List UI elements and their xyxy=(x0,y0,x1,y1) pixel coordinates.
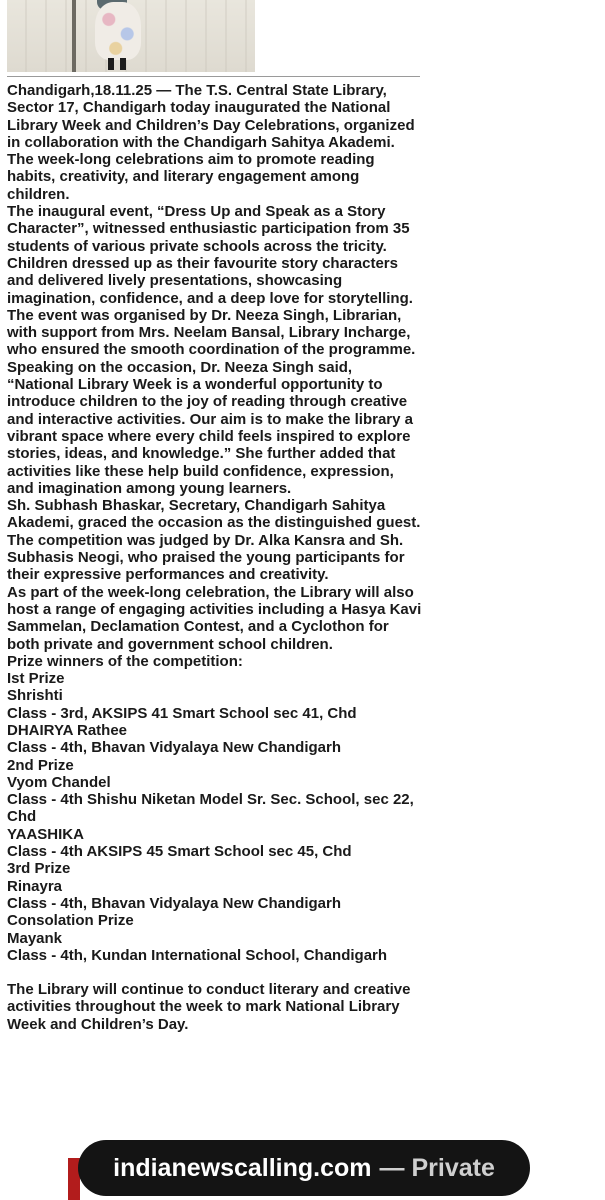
winner-name: DHAIRYA Rathee xyxy=(7,721,128,739)
prize-title: 3rd Prize xyxy=(7,860,71,878)
closing-paragraph: The Library will continue to conduct literary and creative activities throughout the week to mark National Library Week and Children’s Day. xyxy=(7,981,411,1033)
winner-name: YAASHIKA xyxy=(7,825,84,843)
prize-title: Ist Prize xyxy=(7,670,65,688)
article-paragraph: As part of the week-long celebration, the Library will also host a range of engaging activities including a Hasya Kavi Sammelan, Declamation Contest, and a Cyclothon for both private and government school children. xyxy=(7,583,422,653)
address-bar-domain[interactable]: indianewscalling.com xyxy=(113,1153,372,1182)
winners-heading: Prize winners of the competition: xyxy=(7,652,243,670)
spacer xyxy=(7,964,422,981)
winner-name: Rinayra xyxy=(7,877,63,895)
article-paragraph: The competition was judged by Dr. Alka Kansra and Sh. Subhasis Neogi, who praised the young participants for their expressive performances and creativity. xyxy=(7,531,405,584)
article-paragraph: Chandigarh,18.11.25 — The T.S. Central State Library, Sector 17, Chandigarh today inaugurated the National Library Week and Children’s Day Celebrations, organized in collaboration with the Chandigarh Sahitya Akademi. The week-long celebrations aim to promote reading habits, creativity, and literary engagement among children. xyxy=(7,82,415,203)
photo-child-leg xyxy=(108,58,114,70)
event-photo xyxy=(7,0,255,72)
photo-child-leg xyxy=(120,58,126,70)
photo-child-figure xyxy=(95,2,141,60)
prize-title: Consolation Prize xyxy=(7,912,134,930)
prize-title: 2nd Prize xyxy=(7,756,74,774)
article-paragraph: The event was organised by Dr. Neeza Singh, Librarian, with support from Mrs. Neelam Bansal, Library Incharge, who ensured the smooth coordination of the programme. xyxy=(7,306,416,359)
winner-name: Mayank xyxy=(7,929,63,947)
winner-class: Class - 4th, Bhavan Vidyalaya New Chandigarh xyxy=(7,739,341,757)
winner-name: Shrishti xyxy=(7,687,63,705)
article-body xyxy=(7,82,422,1033)
winner-name: Vyom Chandel xyxy=(7,773,111,791)
winner-class: Class - 3rd, AKSIPS 41 Smart School sec 41, Chd xyxy=(7,704,357,722)
photo-mic-stand xyxy=(72,0,76,72)
article-paragraph: The inaugural event, “Dress Up and Speak as a Story Character”, witnessed enthusiastic participation from 35 students of various private schools across the tricity. Children dressed up as their favourite story characters and delivered lively presentations, showcasing imagination, confidence, and a deep love for storytelling. xyxy=(7,203,413,307)
address-bar[interactable] xyxy=(78,1140,530,1196)
winner-class: Class - 4th, Bhavan Vidyalaya New Chandigarh xyxy=(7,894,341,912)
article-paragraph: Speaking on the occasion, Dr. Neeza Singh said, “National Library Week is a wonderful opportunity to introduce children to the joy of reading through creative and interactive activities. Our aim is to make the library a vibrant space where every child feels inspired to explore stories, ideas, and knowledge.” She further added that activities like these help build confidence, expression, and imagination among young learners. xyxy=(7,358,413,497)
article-paragraph: Sh. Subhash Bhaskar, Secretary, Chandigarh Sahitya Akademi, graced the occasion as the distinguished guest. xyxy=(7,497,421,532)
winner-class: Class - 4th AKSIPS 45 Smart School sec 45, Chd xyxy=(7,843,352,861)
winner-class: Class - 4th Shishu Niketan Model Sr. Sec. School, sec 22, Chd xyxy=(7,791,414,826)
divider xyxy=(7,76,420,77)
winner-class: Class - 4th, Kundan International School, Chandigarh xyxy=(7,946,388,964)
private-mode-label: — Private xyxy=(379,1153,495,1182)
